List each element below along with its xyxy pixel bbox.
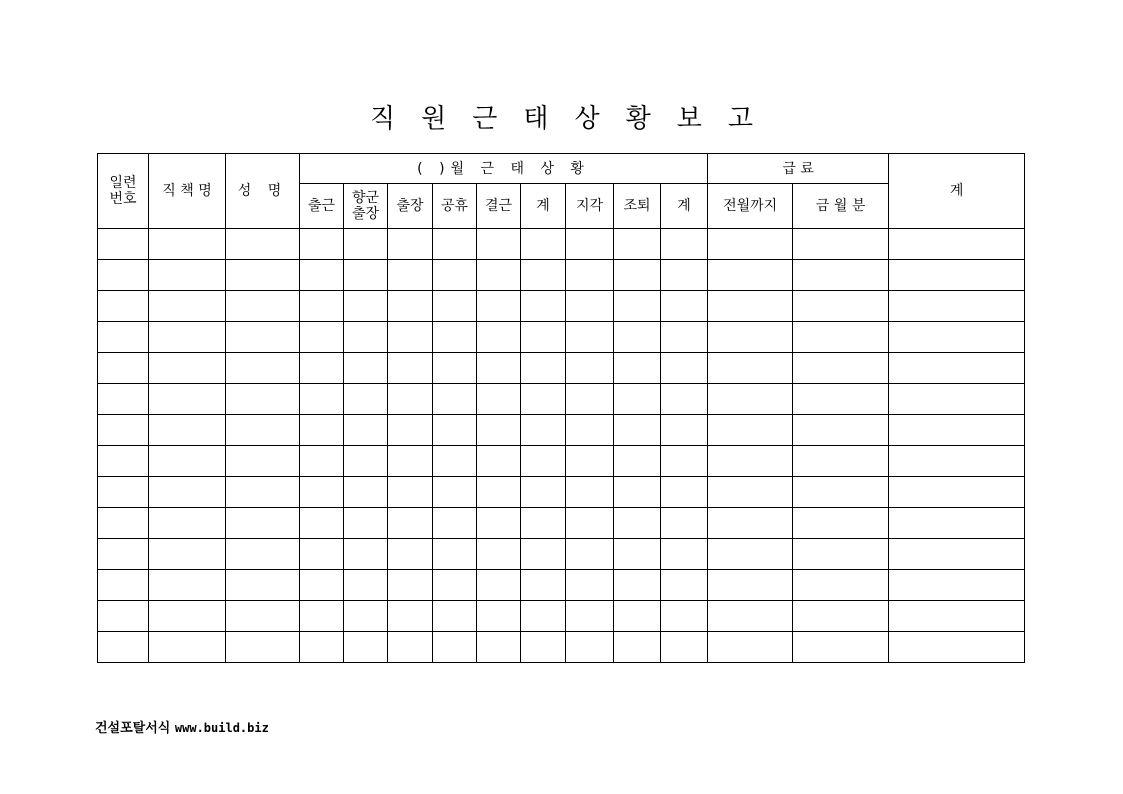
table-cell[interactable]	[433, 291, 477, 322]
table-cell[interactable]	[566, 415, 614, 446]
attendance-report-table	[97, 153, 1025, 663]
table-cell[interactable]	[661, 477, 708, 508]
table-cell[interactable]	[226, 229, 300, 260]
header-attendance-col: 지각	[566, 184, 614, 229]
table-cell[interactable]	[521, 291, 566, 322]
table-cell[interactable]	[661, 601, 708, 632]
table-cell[interactable]	[521, 539, 566, 570]
table-cell[interactable]	[889, 632, 1025, 663]
table-cell[interactable]	[300, 291, 344, 322]
table-cell[interactable]	[433, 229, 477, 260]
table-cell[interactable]	[614, 353, 661, 384]
table-cell[interactable]	[708, 229, 793, 260]
table-cell[interactable]	[226, 601, 300, 632]
header-name: 성 명	[226, 154, 300, 229]
table-cell[interactable]	[149, 384, 226, 415]
table-cell[interactable]	[388, 601, 433, 632]
table-cell[interactable]	[889, 570, 1025, 601]
table-cell[interactable]	[226, 353, 300, 384]
table-cell[interactable]	[661, 291, 708, 322]
table-cell[interactable]	[708, 353, 793, 384]
table-cell[interactable]	[300, 415, 344, 446]
table-cell[interactable]	[433, 384, 477, 415]
table-cell[interactable]	[344, 322, 388, 353]
table-cell[interactable]	[98, 229, 149, 260]
table-cell[interactable]	[388, 229, 433, 260]
table-cell[interactable]	[477, 446, 521, 477]
table-cell[interactable]	[708, 384, 793, 415]
table-cell[interactable]	[388, 322, 433, 353]
table-cell[interactable]	[889, 229, 1025, 260]
table-cell[interactable]	[793, 508, 889, 539]
table-cell[interactable]	[433, 539, 477, 570]
table-cell[interactable]	[149, 570, 226, 601]
table-cell[interactable]	[149, 539, 226, 570]
table-cell[interactable]	[521, 415, 566, 446]
table-cell[interactable]	[226, 477, 300, 508]
table-cell[interactable]	[889, 601, 1025, 632]
table-cell[interactable]	[614, 446, 661, 477]
table-row	[98, 415, 1025, 446]
table-cell[interactable]	[98, 322, 149, 353]
table-cell[interactable]	[566, 570, 614, 601]
table-cell[interactable]	[344, 446, 388, 477]
table-row	[98, 539, 1025, 570]
table-cell[interactable]	[344, 415, 388, 446]
table-cell[interactable]	[889, 446, 1025, 477]
table-cell[interactable]	[477, 477, 521, 508]
table-cell[interactable]	[793, 260, 889, 291]
table-cell[interactable]	[98, 570, 149, 601]
table-cell[interactable]	[98, 291, 149, 322]
table-cell[interactable]	[433, 353, 477, 384]
table-cell[interactable]	[614, 477, 661, 508]
table-cell[interactable]	[300, 601, 344, 632]
table-cell[interactable]	[388, 570, 433, 601]
table-cell[interactable]	[708, 539, 793, 570]
table-cell[interactable]	[477, 229, 521, 260]
table-cell[interactable]	[477, 384, 521, 415]
table-cell[interactable]	[149, 353, 226, 384]
table-cell[interactable]	[661, 446, 708, 477]
table-cell[interactable]	[793, 384, 889, 415]
table-cell[interactable]	[566, 508, 614, 539]
table-cell[interactable]	[388, 632, 433, 663]
table-cell[interactable]	[477, 322, 521, 353]
table-cell[interactable]	[98, 446, 149, 477]
table-cell[interactable]	[889, 353, 1025, 384]
table-cell[interactable]	[226, 539, 300, 570]
table-cell[interactable]	[388, 353, 433, 384]
header-attendance-col: 공휴	[433, 184, 477, 229]
table-cell[interactable]	[566, 446, 614, 477]
table-cell[interactable]	[614, 601, 661, 632]
table-cell[interactable]	[98, 260, 149, 291]
table-cell[interactable]	[793, 229, 889, 260]
table-cell[interactable]	[566, 260, 614, 291]
table-cell[interactable]	[433, 508, 477, 539]
table-cell[interactable]	[344, 384, 388, 415]
table-cell[interactable]	[388, 415, 433, 446]
table-cell[interactable]	[793, 291, 889, 322]
table-cell[interactable]	[889, 508, 1025, 539]
table-cell[interactable]	[793, 415, 889, 446]
header-attendance-status: ( )월 근 태 상 황	[300, 154, 708, 184]
table-cell[interactable]	[521, 384, 566, 415]
table-cell[interactable]	[661, 415, 708, 446]
table-cell[interactable]	[708, 322, 793, 353]
table-cell[interactable]	[889, 260, 1025, 291]
table-cell[interactable]	[708, 477, 793, 508]
table-cell[interactable]	[477, 353, 521, 384]
table-cell[interactable]	[614, 291, 661, 322]
table-cell[interactable]	[708, 260, 793, 291]
table-cell[interactable]	[344, 632, 388, 663]
table-cell[interactable]	[661, 384, 708, 415]
table-cell[interactable]	[149, 508, 226, 539]
table-cell[interactable]	[300, 322, 344, 353]
table-cell[interactable]	[708, 632, 793, 663]
table-cell[interactable]	[566, 322, 614, 353]
table-cell[interactable]	[661, 539, 708, 570]
table-cell[interactable]	[477, 601, 521, 632]
table-cell[interactable]	[300, 260, 344, 291]
table-cell[interactable]	[566, 353, 614, 384]
table-cell[interactable]	[149, 291, 226, 322]
table-cell[interactable]	[614, 384, 661, 415]
table-cell[interactable]	[344, 601, 388, 632]
table-cell[interactable]	[708, 508, 793, 539]
table-row	[98, 260, 1025, 291]
table-row	[98, 508, 1025, 539]
table-cell[interactable]	[477, 508, 521, 539]
table-cell[interactable]	[661, 260, 708, 291]
table-cell[interactable]	[149, 632, 226, 663]
header-row-1	[98, 154, 1025, 184]
table-cell[interactable]	[388, 260, 433, 291]
footer	[95, 717, 269, 736]
table-cell[interactable]	[98, 539, 149, 570]
table-cell[interactable]	[614, 260, 661, 291]
table-cell[interactable]	[566, 539, 614, 570]
table-cell[interactable]	[98, 415, 149, 446]
table-cell[interactable]	[477, 415, 521, 446]
table-cell[interactable]	[226, 570, 300, 601]
table-cell[interactable]	[661, 322, 708, 353]
table-cell[interactable]	[388, 446, 433, 477]
table-cell[interactable]	[793, 322, 889, 353]
table-cell[interactable]	[433, 415, 477, 446]
table-cell[interactable]	[889, 322, 1025, 353]
table-cell[interactable]	[300, 570, 344, 601]
table-cell[interactable]	[708, 291, 793, 322]
table-cell[interactable]	[344, 291, 388, 322]
table-cell[interactable]	[149, 601, 226, 632]
table-cell[interactable]	[433, 446, 477, 477]
table-cell[interactable]	[300, 353, 344, 384]
table-cell[interactable]	[521, 260, 566, 291]
table-cell[interactable]	[521, 446, 566, 477]
table-cell[interactable]	[661, 632, 708, 663]
table-cell[interactable]	[149, 446, 226, 477]
table-cell[interactable]	[98, 477, 149, 508]
table-cell[interactable]	[889, 415, 1025, 446]
table-row	[98, 291, 1025, 322]
header-salary-col: 금 월 분	[793, 184, 889, 229]
header-salary-col: 전월까지	[708, 184, 793, 229]
table-cell[interactable]	[388, 477, 433, 508]
table-cell[interactable]	[226, 291, 300, 322]
table-cell[interactable]	[793, 539, 889, 570]
table-cell[interactable]	[566, 601, 614, 632]
header-total: 계	[889, 154, 1025, 229]
table-cell[interactable]	[477, 291, 521, 322]
table-cell[interactable]	[521, 477, 566, 508]
table-cell[interactable]	[477, 570, 521, 601]
table-cell[interactable]	[344, 539, 388, 570]
table-cell[interactable]	[708, 570, 793, 601]
table-cell[interactable]	[226, 415, 300, 446]
table-cell[interactable]	[98, 601, 149, 632]
table-row	[98, 632, 1025, 663]
table-cell[interactable]	[388, 291, 433, 322]
table-cell[interactable]	[521, 508, 566, 539]
table-cell[interactable]	[344, 570, 388, 601]
table-cell[interactable]	[793, 601, 889, 632]
table-cell[interactable]	[477, 539, 521, 570]
table-cell[interactable]	[344, 508, 388, 539]
table-cell[interactable]	[566, 291, 614, 322]
page-title: 직원근태상황보고	[370, 104, 779, 134]
table-cell[interactable]	[433, 260, 477, 291]
table-cell[interactable]	[566, 229, 614, 260]
table-cell[interactable]	[433, 570, 477, 601]
table-cell[interactable]	[226, 322, 300, 353]
table-cell[interactable]	[300, 446, 344, 477]
table-row	[98, 322, 1025, 353]
table-cell[interactable]	[614, 415, 661, 446]
table-row	[98, 353, 1025, 384]
table-row	[98, 384, 1025, 415]
table-cell[interactable]	[300, 508, 344, 539]
table-cell[interactable]	[793, 570, 889, 601]
table-cell[interactable]	[300, 477, 344, 508]
header-attendance-col: 계	[661, 184, 708, 229]
header-attendance-col: 출근	[300, 184, 344, 229]
table-cell[interactable]	[226, 632, 300, 663]
table-cell[interactable]	[614, 632, 661, 663]
table-cell[interactable]	[300, 384, 344, 415]
table-cell[interactable]	[433, 632, 477, 663]
table-cell[interactable]	[566, 477, 614, 508]
header-attendance-col: 향군 출장	[344, 184, 388, 229]
table-cell[interactable]	[793, 477, 889, 508]
table-cell[interactable]	[98, 508, 149, 539]
table-cell[interactable]	[149, 229, 226, 260]
table-row	[98, 446, 1025, 477]
table-cell[interactable]	[300, 632, 344, 663]
table-row	[98, 570, 1025, 601]
table-cell[interactable]	[521, 322, 566, 353]
table-cell[interactable]	[614, 570, 661, 601]
table-cell[interactable]	[614, 229, 661, 260]
table-cell[interactable]	[566, 632, 614, 663]
table-cell[interactable]	[388, 508, 433, 539]
table-cell[interactable]	[344, 353, 388, 384]
table-cell[interactable]	[433, 601, 477, 632]
table-cell[interactable]	[226, 384, 300, 415]
table-cell[interactable]	[521, 601, 566, 632]
table-cell[interactable]	[614, 539, 661, 570]
table-cell[interactable]	[226, 260, 300, 291]
table-cell[interactable]	[149, 322, 226, 353]
table-cell[interactable]	[793, 353, 889, 384]
table-cell[interactable]	[388, 539, 433, 570]
table-cell[interactable]	[661, 508, 708, 539]
table-cell[interactable]	[521, 229, 566, 260]
header-attendance-col: 조퇴	[614, 184, 661, 229]
table-row	[98, 229, 1025, 260]
footer-url[interactable]: www.build.biz	[174, 721, 269, 735]
table-cell[interactable]	[344, 229, 388, 260]
table-cell[interactable]	[149, 477, 226, 508]
table-cell[interactable]	[149, 415, 226, 446]
table-cell[interactable]	[300, 229, 344, 260]
header-attendance-col: 출장	[388, 184, 433, 229]
table-cell[interactable]	[300, 539, 344, 570]
table-cell[interactable]	[98, 632, 149, 663]
table-cell[interactable]	[521, 632, 566, 663]
table-cell[interactable]	[226, 508, 300, 539]
table-cell[interactable]	[344, 477, 388, 508]
table-cell[interactable]	[614, 508, 661, 539]
table-cell[interactable]	[149, 260, 226, 291]
table-cell[interactable]	[566, 384, 614, 415]
table-cell[interactable]	[889, 291, 1025, 322]
header-position: 직 책 명	[149, 154, 226, 229]
table-cell[interactable]	[344, 260, 388, 291]
table-cell[interactable]	[708, 601, 793, 632]
table-cell[interactable]	[661, 353, 708, 384]
table-cell[interactable]	[521, 353, 566, 384]
table-cell[interactable]	[614, 322, 661, 353]
table-cell[interactable]	[708, 415, 793, 446]
table-cell[interactable]	[661, 229, 708, 260]
table-cell[interactable]	[388, 384, 433, 415]
footer-brand: 건설포탈서식	[95, 721, 171, 736]
table-cell[interactable]	[889, 539, 1025, 570]
table-cell[interactable]	[433, 477, 477, 508]
table-cell[interactable]	[793, 446, 889, 477]
table-cell[interactable]	[708, 446, 793, 477]
table-row	[98, 477, 1025, 508]
table-cell[interactable]	[793, 632, 889, 663]
table-cell[interactable]	[889, 477, 1025, 508]
header-attendance-col: 계	[521, 184, 566, 229]
table-cell[interactable]	[661, 570, 708, 601]
table-cell[interactable]	[521, 570, 566, 601]
table-cell[interactable]	[889, 384, 1025, 415]
table-row	[98, 601, 1025, 632]
table-cell[interactable]	[226, 446, 300, 477]
table-cell[interactable]	[477, 260, 521, 291]
header-serial-number: 일련 번호	[98, 154, 149, 229]
header-salary: 급 료	[708, 154, 889, 184]
header-attendance-col: 결근	[477, 184, 521, 229]
table-cell[interactable]	[477, 632, 521, 663]
table-cell[interactable]	[98, 384, 149, 415]
table-cell[interactable]	[433, 322, 477, 353]
table-cell[interactable]	[98, 353, 149, 384]
